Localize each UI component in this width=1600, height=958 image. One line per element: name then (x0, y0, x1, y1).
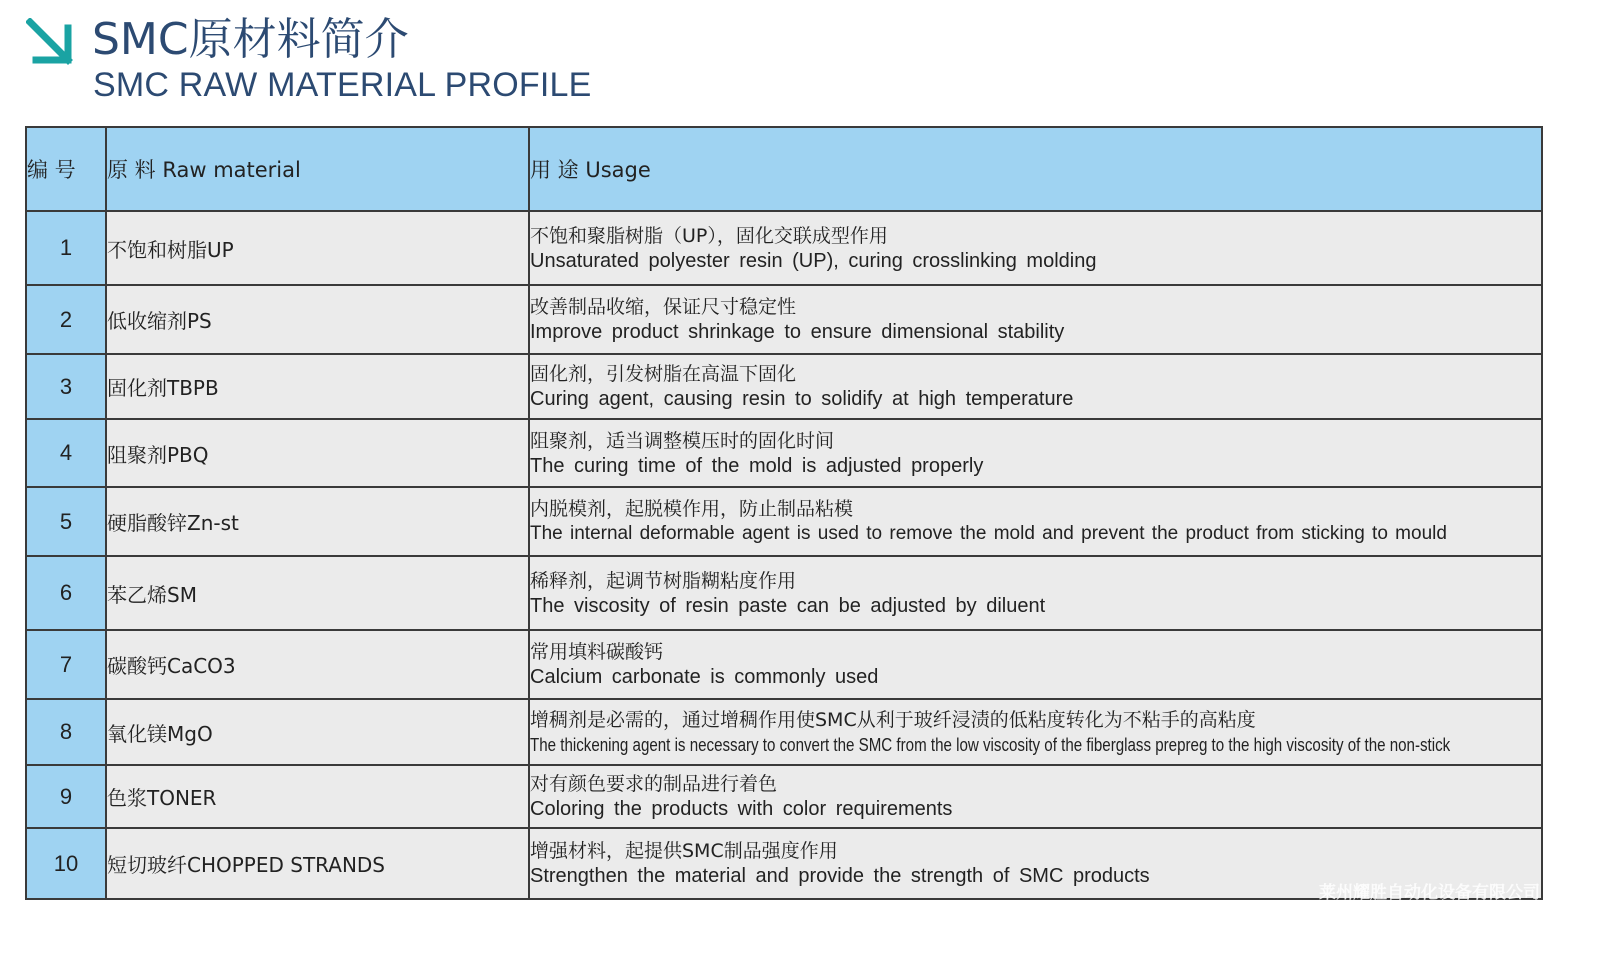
table-row (26, 765, 1542, 828)
row-number: 7 (26, 630, 106, 699)
usage-en: Calcium carbonate is commonly used (530, 666, 879, 688)
table-row (26, 211, 1542, 285)
usage-en: Strengthen the material and provide the strength of SMC products (530, 865, 1150, 887)
table-row (26, 828, 1542, 899)
usage-en: Curing agent, causing resin to solidify at high temperature (530, 388, 1074, 410)
table-row (26, 630, 1542, 699)
row-usage (529, 487, 1542, 556)
row-number: 4 (26, 419, 106, 487)
usage-en: The viscosity of resin paste can be adjusted by diluent (530, 594, 1046, 617)
usage-en: Coloring the products with color requirements (530, 798, 953, 820)
page-title: SMC原材料简介 (92, 14, 409, 65)
row-material: 短切玻纤CHOPPED STRANDS (106, 828, 529, 899)
raw-material-table (25, 126, 1543, 900)
row-usage (529, 211, 1542, 285)
usage-zh: 阻聚剂，适当调整模压时的固化时间 (530, 429, 835, 452)
usage-en: The thickening agent is necessary to convert the SMC from the low viscosity of the fiberglass prepreg to the high viscosity of the non-stick (530, 734, 1451, 755)
company-watermark: 莱州耀胜自动化设备有限公司 (1319, 883, 1540, 903)
usage-zh: 改善制品收缩，保证尺寸稳定性 (530, 296, 797, 318)
table-row (26, 556, 1542, 630)
column-header-number: 编 号 (26, 127, 106, 211)
row-number: 9 (26, 765, 106, 828)
usage-zh: 不饱和聚脂树脂（UP），固化交联成型作用 (530, 224, 888, 247)
row-material: 硬脂酸锌Zn-st (106, 487, 529, 556)
table-row (26, 285, 1542, 354)
page-subtitle: SMC RAW MATERIAL PROFILE (93, 66, 592, 104)
row-usage (529, 354, 1542, 419)
row-material: 固化剂TBPB (106, 354, 529, 419)
table-row (26, 487, 1542, 556)
usage-en: The curing time of the mold is adjusted properly (530, 454, 984, 477)
row-number: 2 (26, 285, 106, 354)
table-header-row (26, 127, 1542, 211)
row-usage (529, 699, 1542, 765)
row-material: 苯乙烯SM (106, 556, 529, 630)
row-usage (529, 630, 1542, 699)
usage-zh: 增强材料，起提供SMC制品强度作用 (530, 840, 838, 862)
page-header (26, 10, 1026, 110)
column-header-material: 原 料 Raw material (106, 127, 529, 211)
row-number: 3 (26, 354, 106, 419)
row-material: 碳酸钙CaCO3 (106, 630, 529, 699)
arrow-down-right-icon (26, 18, 76, 68)
usage-en: The internal deformable agent is used to remove the mold and prevent the product from sticking to mould (530, 523, 1447, 544)
table-row (26, 419, 1542, 487)
row-material: 低收缩剂PS (106, 285, 529, 354)
usage-zh: 对有颜色要求的制品进行着色 (530, 773, 778, 795)
row-usage (529, 285, 1542, 354)
usage-zh: 内脱模剂，起脱模作用，防止制品粘模 (530, 498, 854, 520)
usage-en: Improve product shrinkage to ensure dimensional stability (530, 321, 1065, 343)
usage-zh: 常用填料碳酸钙 (530, 641, 664, 663)
row-usage (529, 765, 1542, 828)
usage-zh: 固化剂，引发树脂在高温下固化 (530, 363, 797, 385)
row-usage (529, 556, 1542, 630)
row-material: 氧化镁MgO (106, 699, 529, 765)
usage-en: Unsaturated polyester resin (UP), curing crosslinking molding (530, 249, 1097, 272)
row-material: 不饱和树脂UP (106, 211, 529, 285)
row-usage (529, 419, 1542, 487)
row-number: 1 (26, 211, 106, 285)
table-row (26, 699, 1542, 765)
usage-zh: 增稠剂是必需的，通过增稠作用使SMC从利于玻纤浸渍的低粘度转化为不粘手的高粘度 (530, 708, 1256, 731)
table-row (26, 354, 1542, 419)
row-material: 阻聚剂PBQ (106, 419, 529, 487)
row-number: 6 (26, 556, 106, 630)
row-number: 8 (26, 699, 106, 765)
row-number: 10 (26, 828, 106, 899)
row-material: 色浆TONER (106, 765, 529, 828)
column-header-usage: 用 途 Usage (529, 127, 1542, 211)
row-number: 5 (26, 487, 106, 556)
usage-zh: 稀释剂，起调节树脂糊粘度作用 (530, 569, 797, 592)
